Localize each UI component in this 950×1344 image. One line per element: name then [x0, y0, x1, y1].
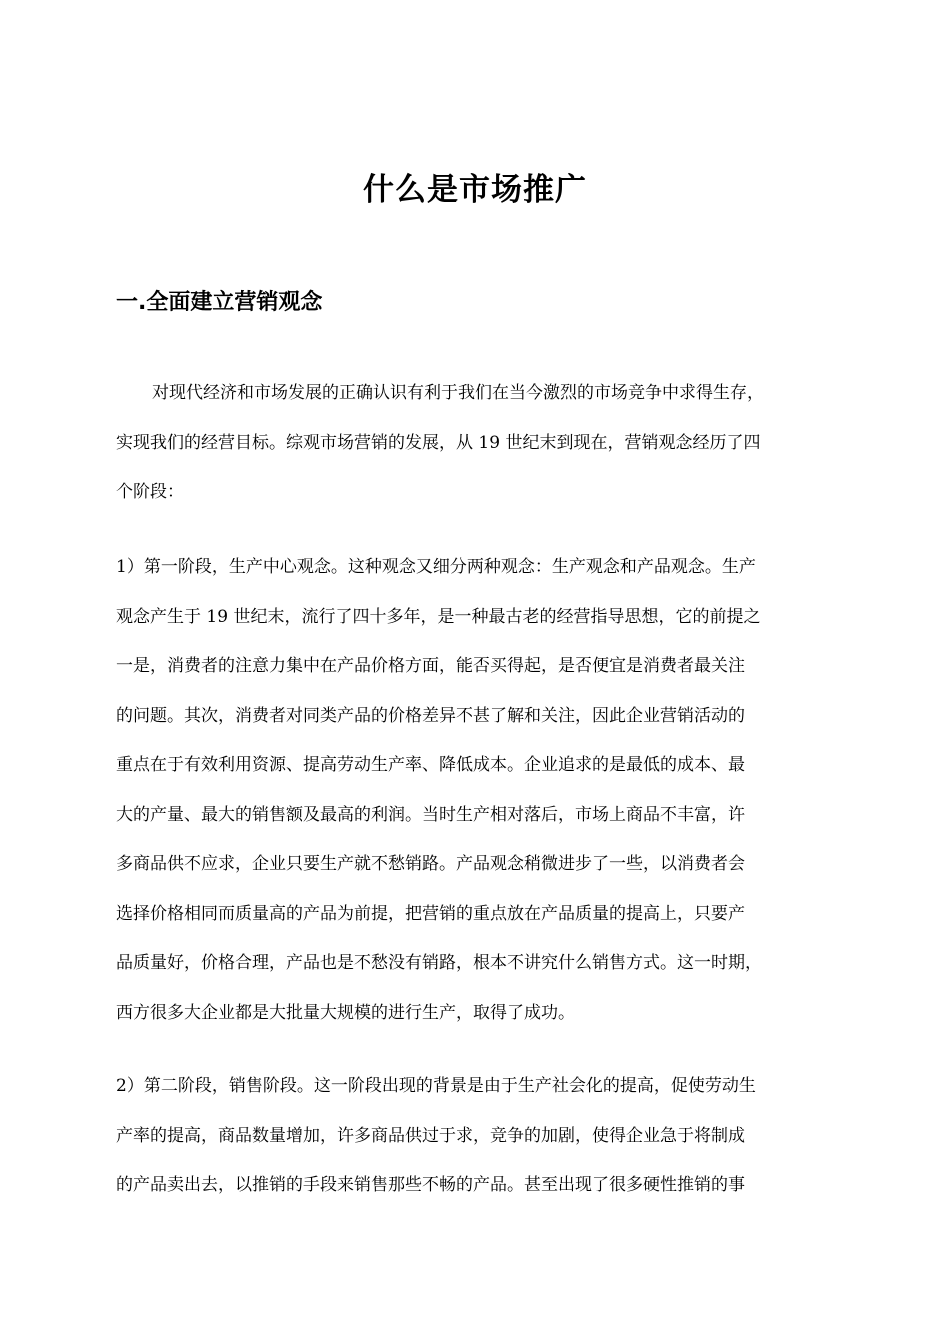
paragraph-line: 产率的提高，商品数量增加，许多商品供过于求，竞争的加剧，使得企业急于将制成	[116, 1125, 745, 1146]
paragraph-line: 对现代经济和市场发展的正确认识有利于我们在当今激烈的市场竞争中求得生存，	[152, 383, 764, 403]
document-title: 什么是市场推广	[363, 172, 587, 208]
paragraph-stage-2	[116, 1062, 836, 1211]
paragraph-line: 重点在于有效利用资源、提高劳动生产率、降低成本。企业追求的是最低的成本、最	[116, 755, 745, 775]
paragraph-line: 西方很多大企业都是大批量大规模的进行生产，取得了成功。	[116, 1002, 575, 1023]
section-heading: 一.全面建立营销观念	[116, 290, 323, 315]
paragraph-line: 个阶段：	[116, 482, 184, 502]
paragraph-line: 观念产生于 19 世纪末，流行了四十多年，是一种最古老的经营指导思想，它的前提之	[116, 606, 761, 627]
paragraph-stage-1	[116, 543, 836, 1038]
paragraph-line: 1）第一阶段，生产中心观念。这种观念又细分两种观念：生产观念和产品观念。生产	[116, 557, 756, 577]
paragraph-line: 2）第二阶段，销售阶段。这一阶段出现的背景是由于生产社会化的提高，促使劳动生	[116, 1076, 756, 1096]
paragraph-line: 品质量好，价格合理，产品也是不愁没有销路，根本不讲究什么销售方式。这一时期，	[116, 953, 762, 973]
paragraph-line: 一是，消费者的注意力集中在产品价格方面，能否买得起，是否便宜是消费者最关注	[116, 656, 745, 676]
paragraph-line: 的产品卖出去，以推销的手段来销售那些不畅的产品。甚至出现了很多硬性推销的事	[116, 1175, 745, 1195]
paragraph-line: 的问题。其次，消费者对同类产品的价格差异不甚了解和关注，因此企业营销活动的	[116, 705, 745, 726]
paragraph-intro	[116, 369, 836, 518]
paragraph-line: 多商品供不应求，企业只要生产就不愁销路。产品观念稍微进步了一些，以消费者会	[116, 854, 745, 874]
paragraph-line: 实现我们的经营目标。综观市场营销的发展，从 19 世纪末到现在，营销观念经历了四	[116, 432, 761, 453]
paragraph-line: 选择价格相同而质量高的产品为前提，把营销的重点放在产品质量的提高上，只要产	[116, 903, 745, 924]
paragraph-line: 大的产量、最大的销售额及最高的利润。当时生产相对落后，市场上商品不丰富，许	[116, 804, 745, 825]
